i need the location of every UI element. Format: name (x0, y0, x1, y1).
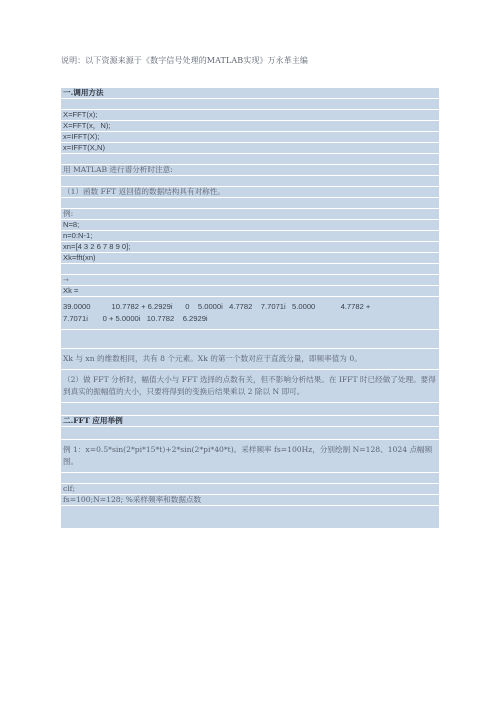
code-line: xn=[4 3 2 6 7 8 9 0]; (61, 242, 439, 253)
blank-row (61, 176, 439, 187)
blank-row (61, 473, 439, 484)
code-line: X=FFT(x，N); (61, 121, 439, 132)
arrow-icon: → (61, 275, 439, 286)
blank-row (61, 506, 439, 528)
point-two: （2）做 FFT 分析时，幅值大小与 FFT 选择的点数有关，但不影响分析结果。在 IFFT 时已经做了处理。要得到真实的振幅值的大小，只要将得到的变换后结果乘以 2 除以 N 即可。 (61, 370, 439, 403)
blank-row (61, 198, 439, 209)
section-heading-usage: 一.调用方法 (61, 88, 439, 99)
blank-row (61, 427, 439, 440)
result-label: Xk = (61, 286, 439, 297)
code-line: X=FFT(x); (61, 110, 439, 121)
result-values (61, 297, 439, 330)
code-line: x=IFFT(X,N) (61, 143, 439, 154)
code-line: fs=100;N=128; %采样频率和数据点数 (61, 495, 439, 506)
explanation-text: Xk 与 xn 的维数相同，共有 8 个元素。Xk 的第一个数对应于直流分量，即频率值为 0。 (61, 349, 439, 370)
result-line: 7.7071i 0 + 5.0000i 10.7782 6.2929i (63, 314, 208, 323)
source-note: 说明：以下资源来源于《数字信号处理的MATLAB实现》万永革主编 (61, 56, 309, 65)
code-line: n=0:N-1; (61, 231, 439, 242)
result-line: 39.0000 10.7782 + 6.2929i 0 5.0000i 4.7782 7.7071i 5.0000 4.7782 + (63, 302, 371, 311)
point-one: （1）函数 FFT 返回值的数据结构具有对称性。 (61, 187, 439, 198)
code-line: N=8; (61, 220, 439, 231)
blank-row (61, 403, 439, 416)
blank-row (61, 99, 439, 110)
example-label: 例: (61, 209, 439, 220)
section-heading-examples: 二.FFT 应用举例 (61, 416, 439, 427)
blank-row (61, 330, 439, 349)
code-line: clf; (61, 484, 439, 495)
intro-text: 用 MATLAB 进行谱分析时注意: (61, 165, 439, 176)
blank-row (61, 154, 439, 165)
example-one: 例 1：x=0.5*sin(2*pi*15*t)+2*sin(2*pi*40*t)。采样频率 fs=100Hz，分别绘制 N=128、1024 点幅频图。 (61, 440, 439, 473)
code-line: Xk=fft(xn) (61, 253, 439, 264)
blank-row (61, 264, 439, 275)
code-line: x=IFFT(X); (61, 132, 439, 143)
document-content (61, 88, 439, 528)
